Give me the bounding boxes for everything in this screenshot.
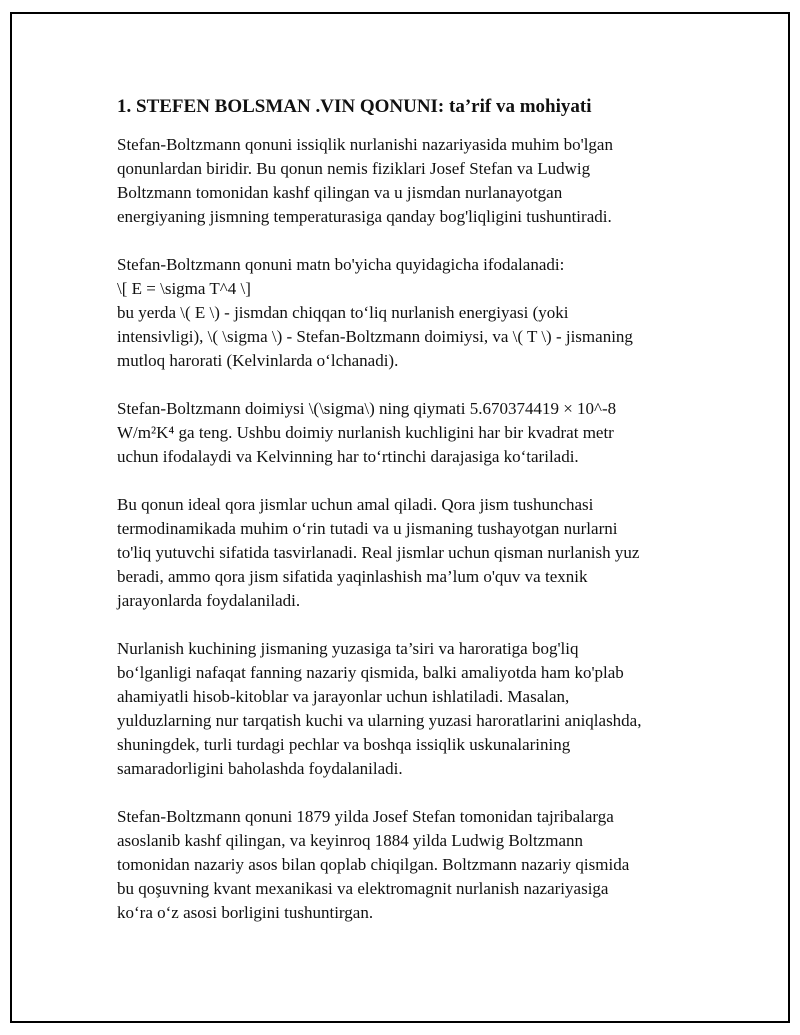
document-body <box>117 95 697 949</box>
paragraph-line: tomonidan nazariy asos bilan qoplab chiqilgan. Boltzmann nazariy qismida <box>117 855 630 874</box>
paragraph-line: qonunlardan biridir. Bu qonun nemis fiziklari Josef Stefan va Ludwig <box>117 159 591 178</box>
paragraph-line: mutloq harorati (Kelvinlarda o‘lchanadi). <box>117 351 399 370</box>
paragraph-line: asoslanib kashf qilingan, va keyinroq 1884 yilda Ludwig Boltzmann <box>117 831 584 850</box>
paragraph-line: \[ E = \sigma T^4 \] <box>117 279 251 298</box>
paragraph-line: ahamiyatli hisob-kitoblar va jarayonlar uchun ishlatiladi. Masalan, <box>117 687 570 706</box>
paragraph <box>117 133 697 229</box>
paragraph-line: ko‘ra o‘z asosi borligini tushuntirgan. <box>117 903 374 922</box>
paragraph-line: Stefan-Boltzmann doimiysi \(\sigma\) ning qiymati 5.670374419 × 10^-8 <box>117 399 617 418</box>
paragraph-line: W/m²K⁴ ga teng. Ushbu doimiy nurlanish kuchligini har bir kvadrat metr <box>117 423 614 442</box>
paragraph <box>117 637 697 781</box>
paragraph <box>117 493 697 613</box>
paragraph-line: termodinamikada muhim o‘rin tutadi va u jismaning tushayotgan nurlarni <box>117 519 618 538</box>
paragraph-line: energiyaning jismning temperaturasiga qanday bog'liqligini tushuntiradi. <box>117 207 612 226</box>
paragraph-line: Stefan-Boltzmann qonuni 1879 yilda Josef Stefan tomonidan tajribalarga <box>117 807 614 826</box>
paragraph <box>117 805 697 925</box>
paragraph-line: bu qoşuvning kvant mexanikasi va elektromagnit nurlanish nazariyasiga <box>117 879 609 898</box>
paragraph-line: Boltzmann tomonidan kashf qilingan va u jismdan nurlanayotgan <box>117 183 563 202</box>
paragraph-line: uchun ifodalaydi va Kelvinning har to‘rtinchi darajasiga ko‘tariladi. <box>117 447 579 466</box>
paragraph-line: Bu qonun ideal qora jismlar uchun amal qiladi. Qora jism tushunchasi <box>117 495 594 514</box>
document-title: 1. STEFEN BOLSMAN .VIN QONUNI: ta’rif va mohiyati <box>117 96 592 117</box>
paragraph-line: bo‘lganligi nafaqat fanning nazariy qismida, balki amaliyotda ham ko'plab <box>117 663 624 682</box>
paragraph <box>117 253 697 373</box>
paragraph-line: beradi, ammo qora jism sifatida yaqinlashish ma’lum o'quv va texnik <box>117 567 588 586</box>
paragraph-line: samaradorligini baholashda foydalaniladi. <box>117 759 403 778</box>
paragraph-line: Stefan-Boltzmann qonuni issiqlik nurlanishi nazariyasida muhim bo'lgan <box>117 135 613 154</box>
paragraph-line: to'liq yutuvchi sifatida tasvirlanadi. Real jismlar uchun qisman nurlanish yuz <box>117 543 640 562</box>
paragraph-line: bu yerda \( E \) - jismdan chiqqan to‘liq nurlanish energiyasi (yoki <box>117 303 569 322</box>
paragraph-list <box>117 133 697 925</box>
paragraph-line: yulduzlarning nur tarqatish kuchi va ularning yuzasi haroratlarini aniqlashda, <box>117 711 642 730</box>
paragraph-line: Nurlanish kuchining jismaning yuzasiga ta’siri va haroratiga bog'liq <box>117 639 579 658</box>
paragraph-line: Stefan-Boltzmann qonuni matn bo'yicha quyidagicha ifodalanadi: <box>117 255 565 274</box>
paragraph <box>117 397 697 469</box>
paragraph-line: intensivligi), \( \sigma \) - Stefan-Boltzmann doimiysi, va \( T \) - jismaning <box>117 327 633 346</box>
paragraph-line: shuningdek, turli turdagi pechlar va boshqa issiqlik uskunalarining <box>117 735 571 754</box>
paragraph-line: jarayonlarda foydalaniladi. <box>117 591 301 610</box>
